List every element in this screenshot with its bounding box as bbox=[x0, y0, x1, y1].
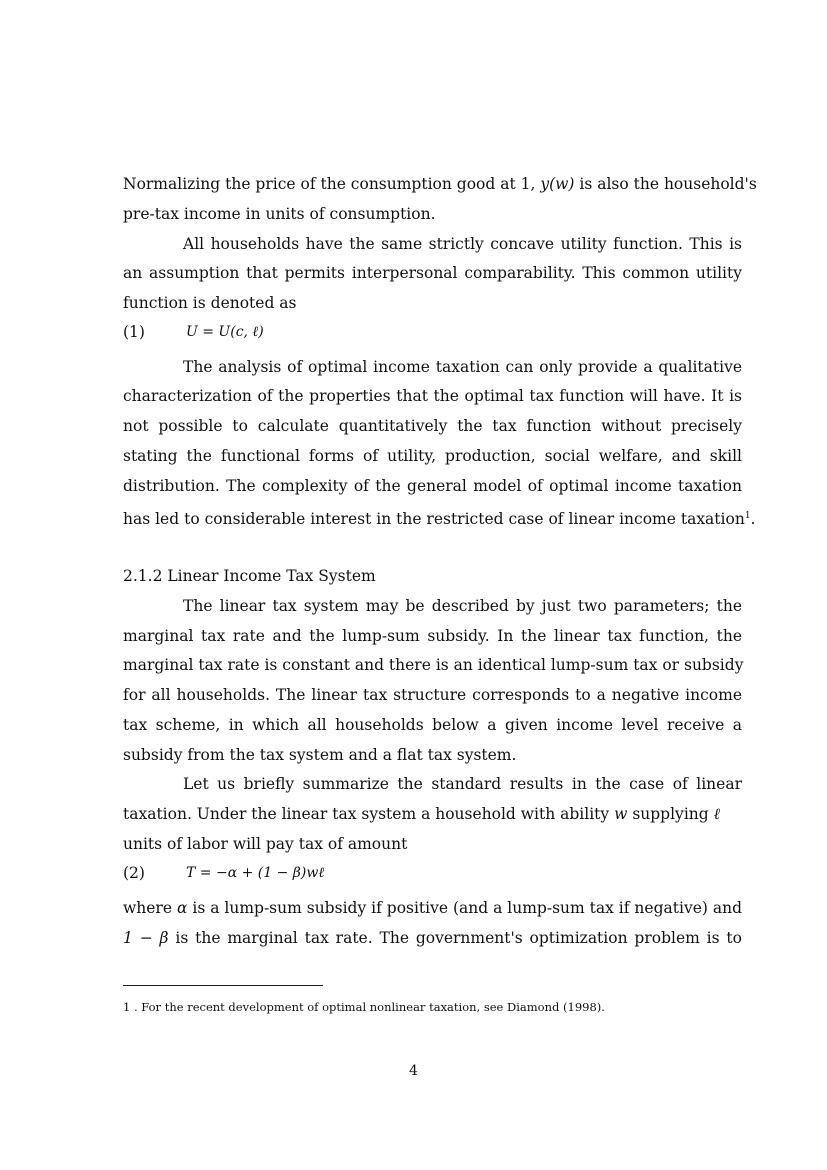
text-span: supplying bbox=[627, 805, 714, 823]
text-span: Normalizing the price of the consumption good at 1, bbox=[123, 175, 541, 193]
text-span: . bbox=[750, 510, 756, 529]
math-one-minus-beta: 1 − β bbox=[123, 929, 169, 947]
para3-line2: characterization of the properties that the optimal tax function will have. It is bbox=[123, 387, 742, 405]
para4-line2: marginal tax rate and the lump-sum subsidy. In the linear tax function, the bbox=[123, 627, 742, 645]
text-span: has led to considerable interest in the restricted case of linear income taxation bbox=[123, 510, 745, 529]
equation2-number: (2) bbox=[123, 864, 145, 882]
para6-line2 bbox=[123, 928, 742, 948]
text-span: is a lump-sum subsidy if positive (and a lump-sum tax if negative) and bbox=[187, 899, 742, 917]
para2-line3: function is denoted as bbox=[123, 294, 297, 312]
math-y-of-w: y(w) bbox=[540, 175, 575, 193]
text-span: is the marginal tax rate. The government's optimization problem is to bbox=[168, 929, 742, 947]
para3-line4: stating the functional forms of utility, production, social welfare, and skill bbox=[123, 447, 742, 465]
equation1-number: (1) bbox=[123, 323, 145, 341]
para5-line2 bbox=[123, 804, 742, 824]
para2-line1: All households have the same strictly concave utility function. This is bbox=[183, 235, 742, 253]
para4-line5: tax scheme, in which all households below a given income level receive a bbox=[123, 716, 742, 734]
para4-line6: subsidy from the tax system and a flat tax system. bbox=[123, 746, 517, 764]
para3-line6 bbox=[123, 506, 756, 529]
para4-line3: marginal tax rate is constant and there is an identical lump-sum tax or subsidy bbox=[123, 656, 744, 674]
text-span: is also the household's bbox=[574, 175, 757, 193]
footnote-marker: 1 bbox=[744, 511, 751, 521]
text-span: taxation. Under the linear tax system a household with ability bbox=[123, 805, 615, 823]
para2-line2: an assumption that permits interpersonal comparability. This common utility bbox=[123, 264, 742, 282]
para4-line1: The linear tax system may be described by just two parameters; the bbox=[183, 597, 742, 615]
math-w: w bbox=[614, 805, 628, 823]
para1-line2: pre-tax income in units of consumption. bbox=[123, 205, 436, 223]
para1-line1 bbox=[123, 174, 757, 194]
section-heading: 2.1.2 Linear Income Tax System bbox=[123, 567, 376, 585]
page-number: 4 bbox=[409, 1063, 418, 1079]
math-alpha: α bbox=[176, 899, 188, 917]
para6-line1 bbox=[123, 898, 742, 918]
para3-line3: not possible to calculate quantitatively the tax function without precisely bbox=[123, 417, 742, 435]
equation2-formula: T = −α + (1 − β)wℓ bbox=[186, 865, 325, 881]
para5-line3: units of labor will pay tax of amount bbox=[123, 835, 408, 853]
para3-line1: The analysis of optimal income taxation can only provide a qualitative bbox=[183, 358, 742, 376]
math-ell: ℓ bbox=[713, 805, 721, 823]
text-span: where bbox=[123, 899, 177, 917]
equation1-formula: U = U(c, ℓ) bbox=[186, 324, 264, 340]
para5-line1: Let us briefly summarize the standard results in the case of linear bbox=[183, 775, 742, 793]
footnote: 1 . For the recent development of optimal nonlinear taxation, see Diamond (1998). bbox=[123, 1000, 605, 1014]
para3-line5: distribution. The complexity of the general model of optimal income taxation bbox=[123, 477, 742, 495]
footnote-rule bbox=[123, 985, 323, 986]
para4-line4: for all households. The linear tax structure corresponds to a negative income bbox=[123, 686, 742, 704]
